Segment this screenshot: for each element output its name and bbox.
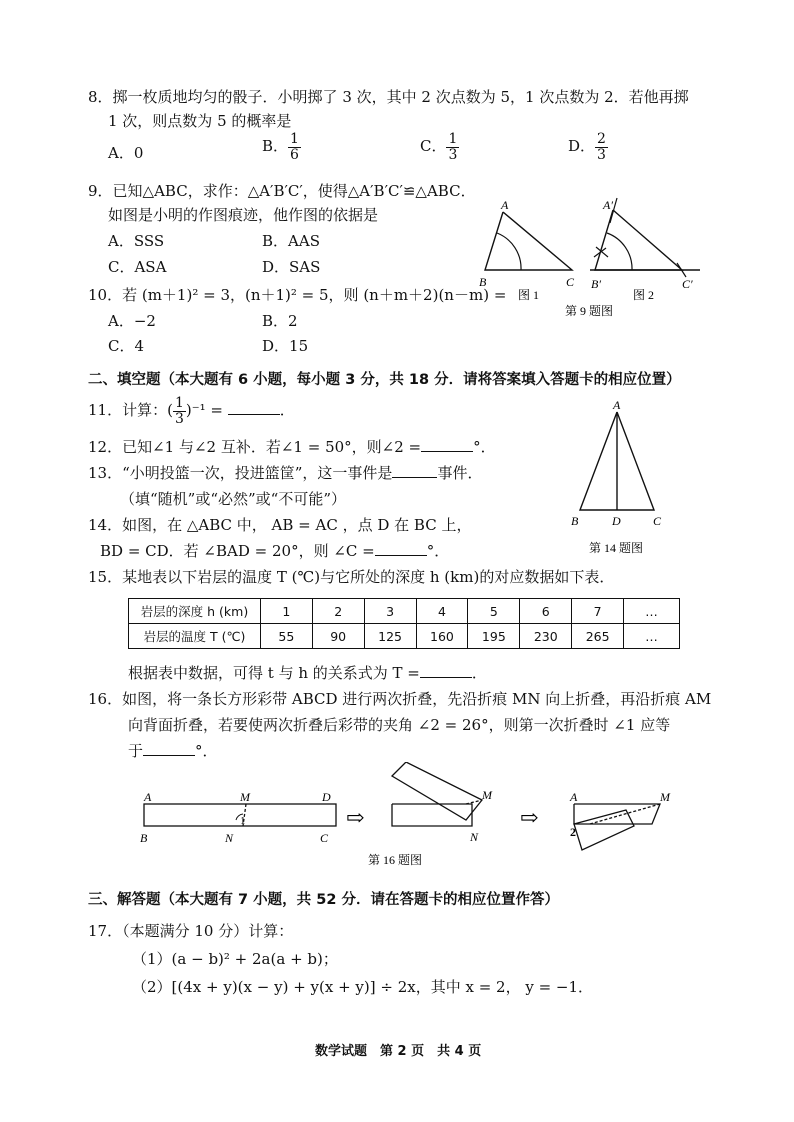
q10-option-d: D．15 bbox=[262, 337, 309, 355]
q13-answer-blank bbox=[392, 463, 437, 478]
q16-figure bbox=[130, 762, 690, 874]
q15-line1: 15．某地表以下岩层的温度 T (℃)与它所处的深度 h (km)的对应数据如下表． bbox=[88, 568, 615, 586]
q16-angle-1: 1 bbox=[240, 815, 246, 827]
q16-angle-2: 2 bbox=[570, 825, 576, 839]
q16-label-m3: M bbox=[660, 790, 670, 804]
q9-label-b2: B′ bbox=[591, 277, 601, 291]
q11-answer-blank bbox=[228, 400, 280, 415]
q10-option-c: C．4 bbox=[108, 337, 145, 355]
q14-line1: 14．如图，在 △ABC 中， AB = AC ，点 D 在 BC 上， bbox=[88, 516, 472, 534]
arrow-right-icon: ⇨ bbox=[346, 805, 365, 830]
q11: 11．计算：( $\frac{1}{3}$ )⁻¹ = ． bbox=[88, 395, 295, 427]
q8-line1: 8．掷一枚质地均匀的骰子．小明掷了 3 次，其中 2 次点数为 5，1 次点数为 2．若他再掷 bbox=[88, 88, 689, 106]
q16-label-n1: N bbox=[225, 831, 234, 845]
q17-part2: （2）[(4x + y)(x − y) + y(x + y)] ÷ 2x，其中 x = 2， y = −1． bbox=[132, 978, 594, 996]
q15-depth-header: 岩层的深度 h (km) bbox=[129, 599, 261, 624]
q13-hint: （填“随机”或“必然”或“不可能”） bbox=[120, 490, 347, 508]
q10-option-a: A．−2 bbox=[108, 312, 156, 330]
q9-fig1-triangle bbox=[485, 212, 572, 270]
q16-caption: 第 16 题图 bbox=[368, 853, 423, 867]
q15-table bbox=[128, 598, 680, 649]
q16-label-b1: B bbox=[140, 831, 148, 845]
q16-strip-3 bbox=[574, 804, 660, 850]
q17-part1: （1）(a − b)² + 2a(a + b)； bbox=[132, 950, 338, 968]
q14-label-d: D bbox=[612, 514, 621, 528]
q17-line1: 17．（本题满分 10 分）计算： bbox=[88, 922, 294, 940]
q9-line2: 如图是小明的作图痕迹，他作图的依据是 bbox=[108, 206, 379, 224]
q14-triangle bbox=[580, 412, 654, 510]
q10-option-b: B．2 bbox=[262, 312, 298, 330]
q16-label-c1: C bbox=[320, 831, 329, 845]
q9-option-b: B．AAS bbox=[262, 232, 320, 250]
q9-fig1-label: 图 1 bbox=[518, 288, 540, 302]
q14-figure bbox=[565, 398, 675, 558]
q9-option-d: D．SAS bbox=[262, 258, 321, 276]
q14-label-c: C bbox=[653, 514, 662, 528]
q16-line2: 向背面折叠，若要使两次折叠后彩带的夹角 ∠2 = 26°，则第一次折叠时 ∠1 应等 bbox=[128, 716, 671, 734]
q8-option-b: B． $\frac{1}{6}$ bbox=[262, 131, 299, 163]
section-3-heading: 三、解答题（本大题有 7 小题，共 52 分．请在答题卡的相应位置作答） bbox=[88, 892, 559, 908]
q8-option-d: D． $\frac{2}{3}$ bbox=[568, 131, 606, 163]
q16-label-d1: D bbox=[322, 790, 331, 804]
q8-option-c: C． $\frac{1}{3}$ bbox=[420, 131, 458, 163]
q16-strip-2 bbox=[392, 762, 482, 826]
q9-label-c2: C′ bbox=[682, 277, 693, 291]
q15-row-depth: 岩层的深度 h (km) 1 2 3 4 5 6 7 … bbox=[129, 599, 680, 624]
q14-caption: 第 14 题图 bbox=[589, 541, 644, 555]
q8-line2: 1 次，则点数为 5 的概率是 bbox=[108, 112, 292, 130]
q9-label-b: B bbox=[479, 275, 487, 289]
q16-label-a3: A bbox=[570, 790, 578, 804]
q14-label-a: A bbox=[613, 398, 621, 412]
q14-label-b: B bbox=[571, 514, 579, 528]
q16-line3: 于 °． bbox=[128, 742, 218, 760]
q9-label-c: C bbox=[566, 275, 575, 289]
q16-line1: 16．如图，将一条长方形彩带 ABCD 进行两次折叠，先沿折痕 MN 向上折叠，再沿折痕 AM bbox=[88, 690, 712, 708]
q9-option-c: C．ASA bbox=[108, 258, 167, 276]
q9-option-a: A．SSS bbox=[108, 232, 165, 250]
q13: 13．“小明投篮一次，投进篮筐”，这一事件是 事件． bbox=[88, 464, 483, 482]
arrow-right-icon-2: ⇨ bbox=[520, 805, 539, 830]
q9-label-a: A bbox=[501, 198, 509, 212]
q16-label-n2: N bbox=[470, 830, 479, 844]
q10-line1: 10．若 (m＋1)² = 3，(n＋1)² = 5，则 (n＋m＋2)(n－m) = bbox=[88, 286, 507, 304]
q15-line2: 根据表中数据，可得 t 与 h 的关系式为 T = ． bbox=[128, 664, 487, 682]
q15-row-temp: 岩层的温度 T (℃) 55 90 125 160 195 230 265 … bbox=[129, 624, 680, 649]
q16-label-m1: M bbox=[240, 790, 250, 804]
q9-line1: 9．已知△ABC，求作：△A′B′C′，使得△A′B′C′≌△ABC． bbox=[88, 182, 476, 200]
q16-answer-blank bbox=[143, 741, 195, 756]
q8-option-a: A．0 bbox=[108, 144, 144, 162]
q12: 12．已知∠1 与∠2 互补．若∠1 = 50°，则∠2 = °． bbox=[88, 438, 496, 456]
q15-answer-blank bbox=[420, 663, 472, 678]
q9-label-a2: A′ bbox=[603, 198, 613, 212]
q9-fig2-label: 图 2 bbox=[633, 288, 655, 302]
section-2-heading: 二、填空题（本大题有 6 小题，每小题 3 分，共 18 分．请将答案填入答题卡的相应位置） bbox=[88, 372, 681, 388]
q9-caption: 第 9 题图 bbox=[565, 304, 614, 318]
q12-answer-blank bbox=[421, 437, 473, 452]
q15-temp-header: 岩层的温度 T (℃) bbox=[129, 624, 261, 649]
q16-label-a1: A bbox=[144, 790, 152, 804]
q14-answer-blank bbox=[375, 541, 427, 556]
q14-line2: BD = CD．若 ∠BAD = 20°，则 ∠C = °． bbox=[100, 542, 450, 560]
page-footer: 数学试题 第 2 页 共 4 页 bbox=[315, 1044, 482, 1059]
q16-label-m2: M bbox=[482, 788, 492, 802]
